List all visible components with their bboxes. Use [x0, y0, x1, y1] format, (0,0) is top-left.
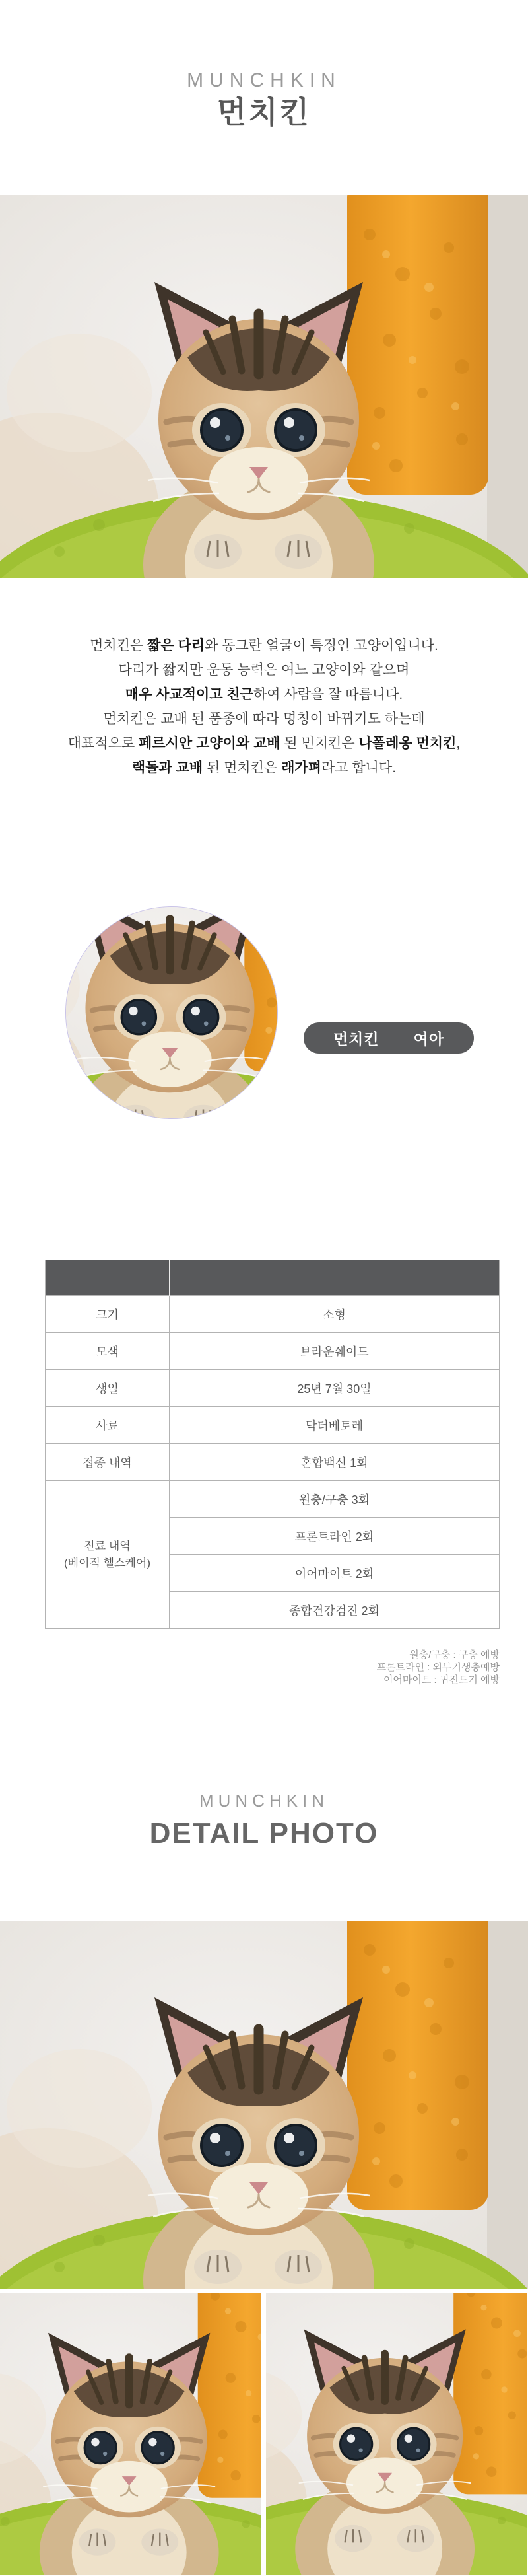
intro-text-segment: 된 먼치킨은	[280, 736, 359, 751]
intro-line	[0, 707, 528, 731]
intro-text-segment: 먼치킨은	[90, 638, 148, 653]
intro-text-segment-bold: 래가펴	[281, 760, 321, 775]
footnote-line: 이어마이트 : 귀진드기 예방	[383, 1674, 500, 1686]
row-label: 사료	[46, 1407, 170, 1444]
row-value: 브라운쉐이드	[170, 1333, 500, 1370]
table-row	[46, 1407, 500, 1444]
intro-line	[0, 682, 528, 707]
intro-text-segment-bold: 매우 사교적이고 친근	[125, 687, 254, 702]
intro-text-segment: 먼치킨은 교배 된 품종에 따라 명칭이 바뀌기도 하는데	[103, 711, 425, 727]
breed-title-en: MUNCHKIN	[187, 69, 341, 91]
breed-title-ko: 먼치킨	[216, 95, 312, 129]
kitten-face-illustration	[66, 907, 277, 1118]
row-value: 이어마이트 2회	[170, 1555, 500, 1592]
detail-title-en: MUNCHKIN	[199, 1791, 329, 1810]
row-label-medical	[46, 1481, 170, 1629]
table-row	[46, 1481, 500, 1518]
kitten-photo-illustration	[266, 2293, 527, 2575]
intro-line	[0, 658, 528, 682]
table-row	[46, 1333, 500, 1370]
table-header-cell-label	[46, 1260, 170, 1296]
detail-photo-right	[266, 2293, 527, 2575]
sex-badge	[304, 1022, 474, 1054]
detail-header	[0, 1791, 528, 1850]
row-value: 소형	[170, 1296, 500, 1333]
footnote-line: 프론트라인 : 외부기생충예방	[376, 1662, 500, 1673]
row-label: 생일	[46, 1370, 170, 1407]
intro-text-segment: 된 먼치킨은	[203, 760, 282, 775]
hero-photo	[0, 195, 528, 578]
detail-title: DETAIL PHOTO	[149, 1817, 379, 1849]
intro-text-segment-bold: 나폴레옹 먼치킨	[358, 736, 457, 751]
profile-section	[0, 780, 528, 1221]
row-label: 크기	[46, 1296, 170, 1333]
table-row	[46, 1444, 500, 1481]
intro-text-segment: 라고 합니다.	[321, 760, 397, 775]
row-value: 원충/구충 3회	[170, 1481, 500, 1518]
detail-photo-large	[0, 1921, 528, 2289]
footnotes	[0, 1649, 500, 1686]
intro-text-segment-bold: 짧은 다리	[147, 638, 205, 653]
intro-line	[0, 633, 528, 658]
kitten-photo-illustration	[0, 1921, 528, 2289]
detail-photo-pair	[0, 2293, 528, 2575]
intro-text-segment: 하여 사람을 잘 따릅니다.	[253, 687, 403, 702]
detail-photo-left	[0, 2293, 261, 2575]
medical-label-line2: (베이직 헬스케어)	[64, 1556, 150, 1569]
medical-label-line1: 진료 내역	[84, 1539, 131, 1552]
row-label: 모색	[46, 1333, 170, 1370]
kitten-photo-illustration	[0, 195, 528, 578]
intro-text-segment-bold: 랙돌과 교배	[131, 760, 203, 775]
table-header-row	[46, 1260, 500, 1296]
pet-info-table	[45, 1260, 500, 1629]
intro-line	[0, 756, 528, 780]
table-header-cell-value	[170, 1260, 500, 1296]
intro-paragraph	[0, 633, 528, 780]
intro-text-segment-bold: 페르시안 고양이와 교배	[139, 736, 280, 751]
table-row	[46, 1370, 500, 1407]
badge-breed-label: 먼치킨	[333, 1030, 380, 1048]
intro-text-segment: 다리가 짧지만 운동 능력은 여느 고양이와 같으며	[118, 662, 410, 678]
badge-sex-label: 여아	[413, 1030, 445, 1048]
intro-line	[0, 731, 528, 756]
intro-text-segment: ,	[456, 736, 461, 751]
row-label: 접종 내역	[46, 1444, 170, 1481]
row-value: 종합건강검진 2회	[170, 1592, 500, 1629]
row-value: 닥터베토레	[170, 1407, 500, 1444]
page-header	[0, 0, 528, 129]
table-row	[46, 1296, 500, 1333]
intro-text-segment: 와 동그란 얼굴이 특징인 고양이입니다.	[205, 638, 438, 653]
footnote-line: 원충/구충 : 구충 예방	[409, 1649, 500, 1661]
row-value: 25년 7월 30일	[170, 1370, 500, 1407]
intro-text-segment: 대표적으로	[67, 736, 139, 751]
row-value: 프론트라인 2회	[170, 1518, 500, 1555]
row-value: 혼합백신 1회	[170, 1444, 500, 1481]
kitten-photo-illustration	[0, 2293, 261, 2575]
profile-photo	[65, 906, 278, 1119]
